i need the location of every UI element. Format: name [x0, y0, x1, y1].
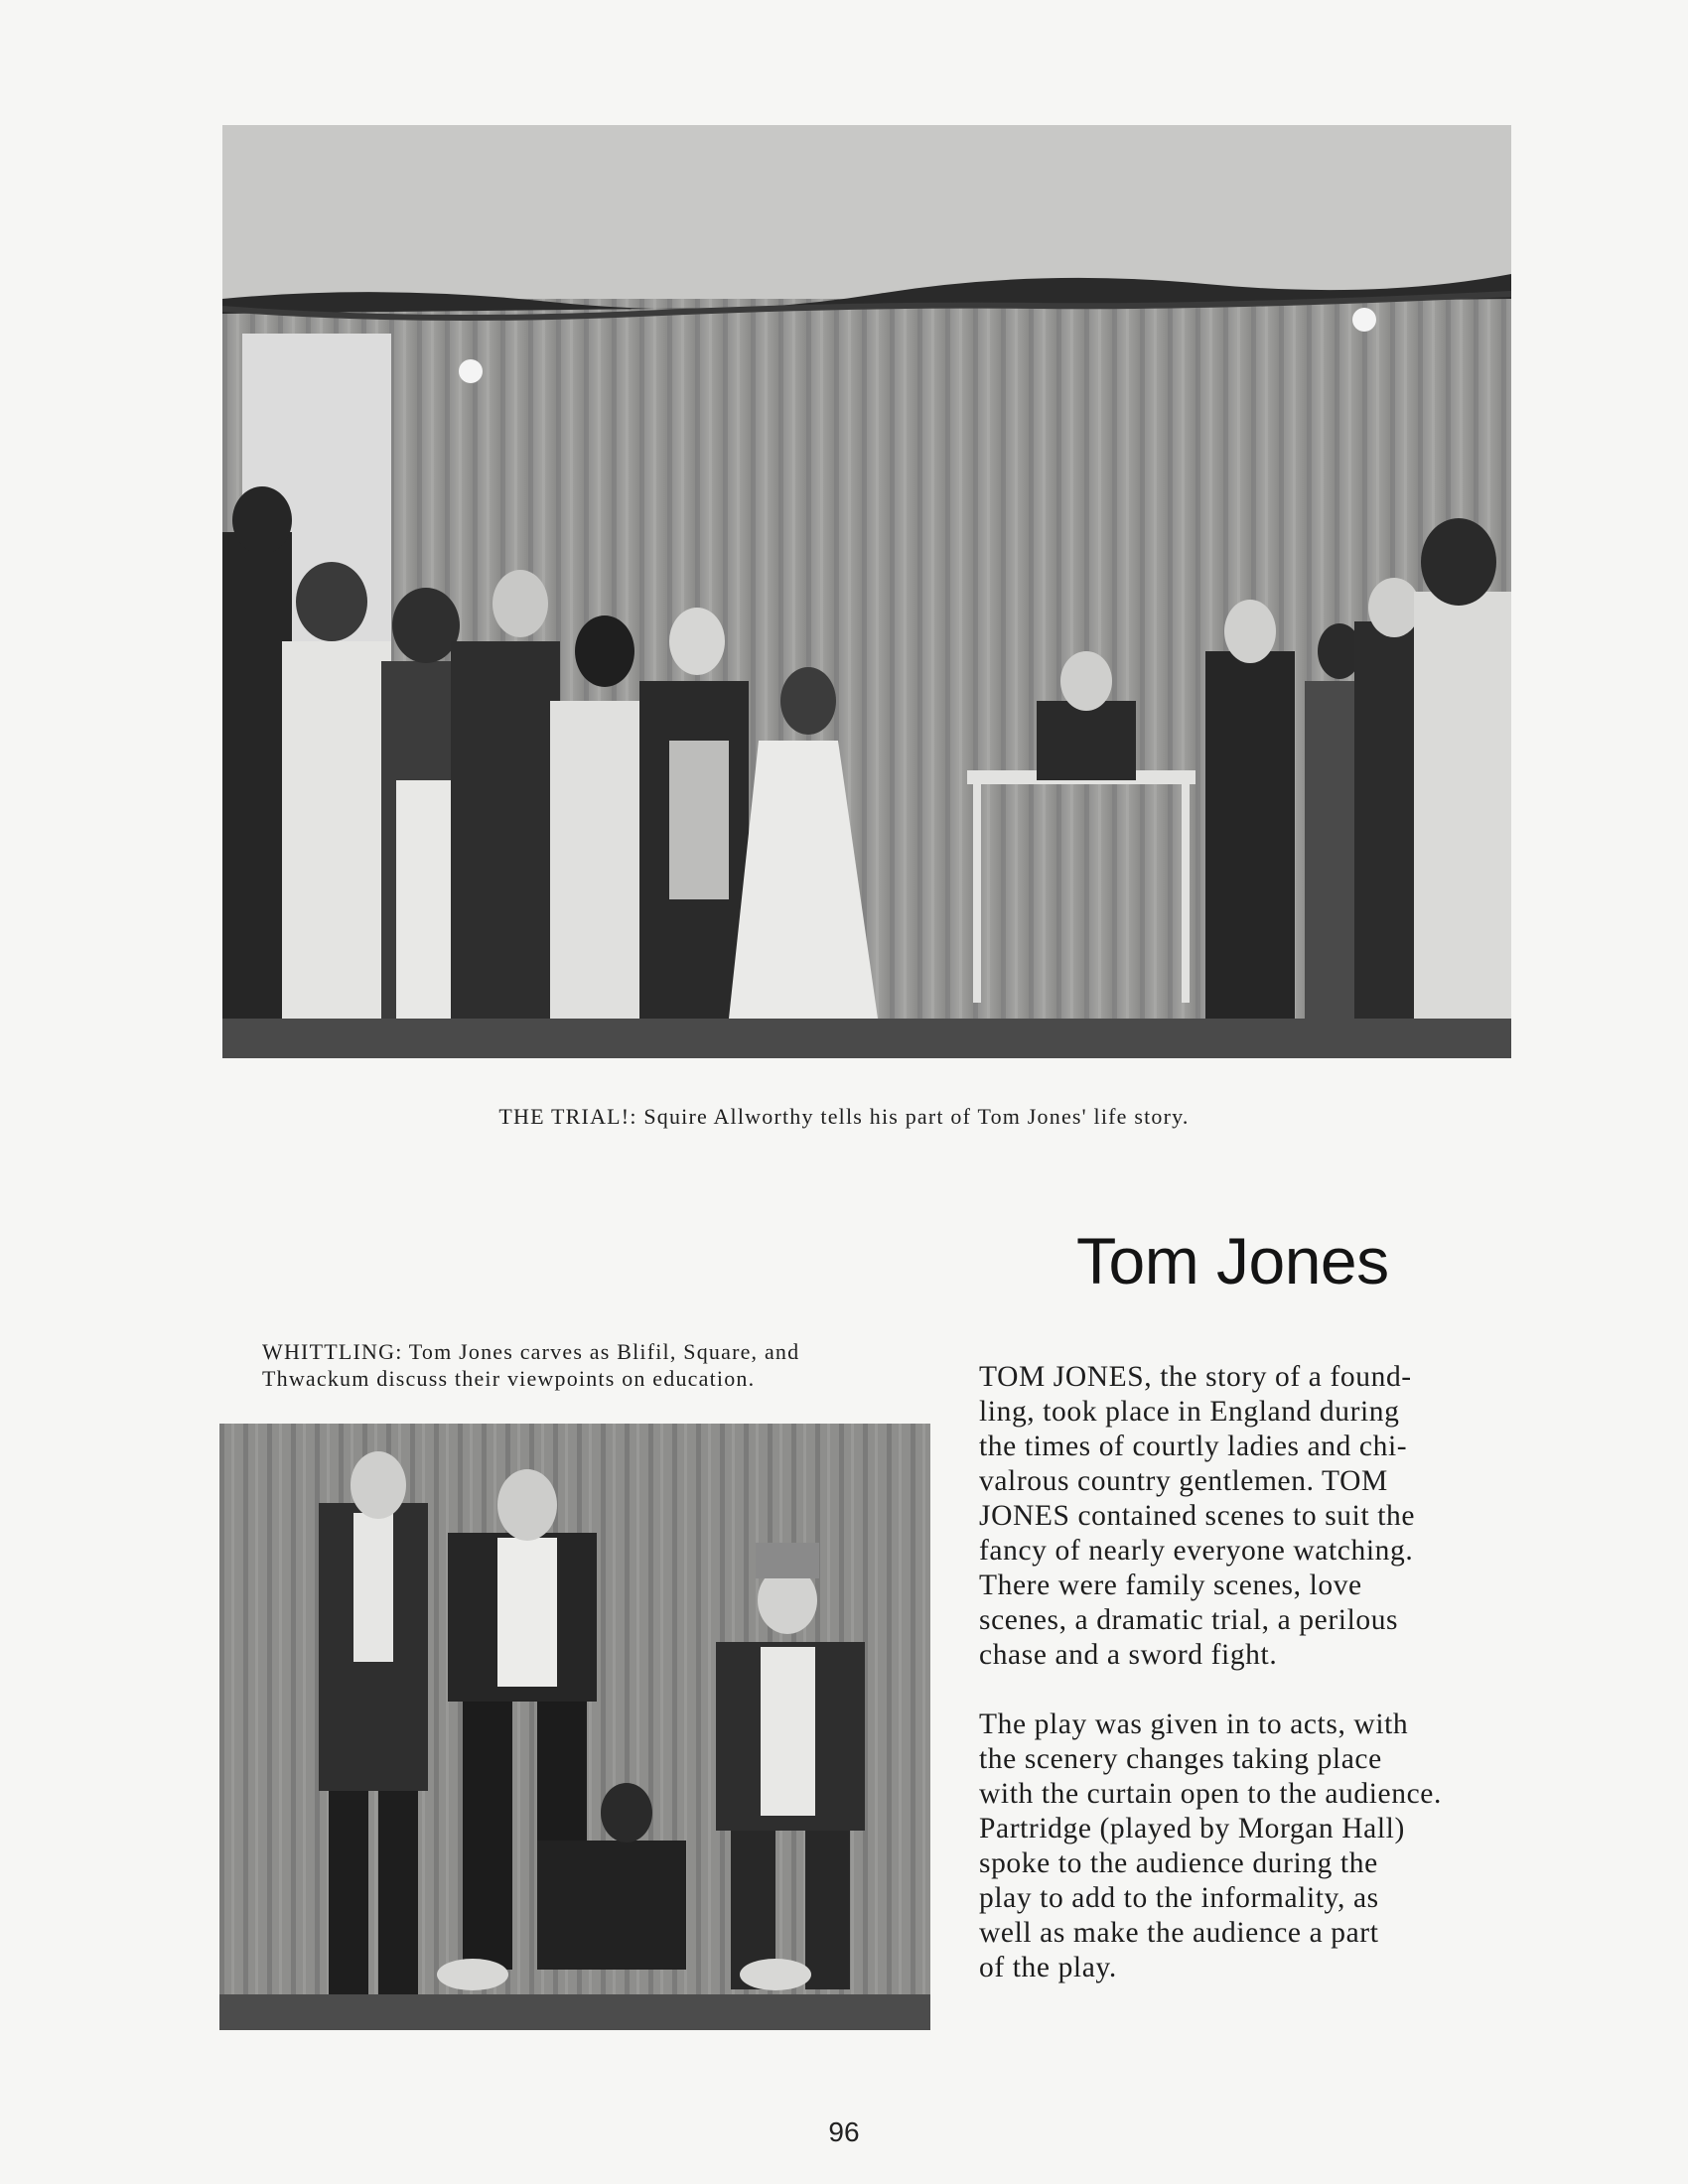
- text-line: ling, took place in England during: [979, 1396, 1400, 1428]
- text-line: JONES contained scenes to suit the: [979, 1500, 1416, 1532]
- stage-photo-icon: [222, 125, 1511, 1058]
- trial-photo-caption: THE TRIAL!: Squire Allworthy tells his part of Tom Jones' life story.: [498, 1104, 1190, 1129]
- stage-photo-icon: [219, 1424, 930, 2030]
- page-title: Tom Jones: [1076, 1224, 1389, 1297]
- whittling-photo-caption: [262, 1338, 937, 1392]
- trial-scene-photo: [222, 125, 1511, 1058]
- text-line: of the play.: [979, 1952, 1117, 1983]
- text-line: There were family scenes, love: [979, 1570, 1362, 1601]
- caption-line: WHITTLING: Tom Jones carves as Blifil, Square, and: [262, 1339, 800, 1364]
- whittling-scene-photo: [219, 1424, 930, 2030]
- text-line: Partridge (played by Morgan Hall): [979, 1813, 1405, 1844]
- text-line: the times of courtly ladies and chi-: [979, 1431, 1408, 1462]
- text-line: with the curtain open to the audience.: [979, 1778, 1442, 1810]
- text-line: scenes, a dramatic trial, a perilous: [979, 1604, 1399, 1636]
- caption-line: Thwackum discuss their viewpoints on education.: [262, 1366, 756, 1391]
- article-paragraph-2: [979, 1707, 1575, 1985]
- text-line: valrous country gentlemen. TOM: [979, 1465, 1388, 1497]
- text-line: chase and a sword fight.: [979, 1639, 1278, 1671]
- text-line: play to add to the informality, as: [979, 1882, 1379, 1914]
- text-line: The play was given in to acts, with: [979, 1708, 1409, 1740]
- text-line: the scenery changes taking place: [979, 1743, 1382, 1775]
- page-number: 96: [828, 2116, 860, 2147]
- text-line: fancy of nearly everyone watching.: [979, 1535, 1414, 1567]
- text-line: well as make the audience a part: [979, 1917, 1379, 1949]
- text-line: spoke to the audience during the: [979, 1847, 1378, 1879]
- text-line: TOM JONES, the story of a found-: [979, 1361, 1412, 1393]
- article-paragraph-1: [979, 1360, 1575, 1673]
